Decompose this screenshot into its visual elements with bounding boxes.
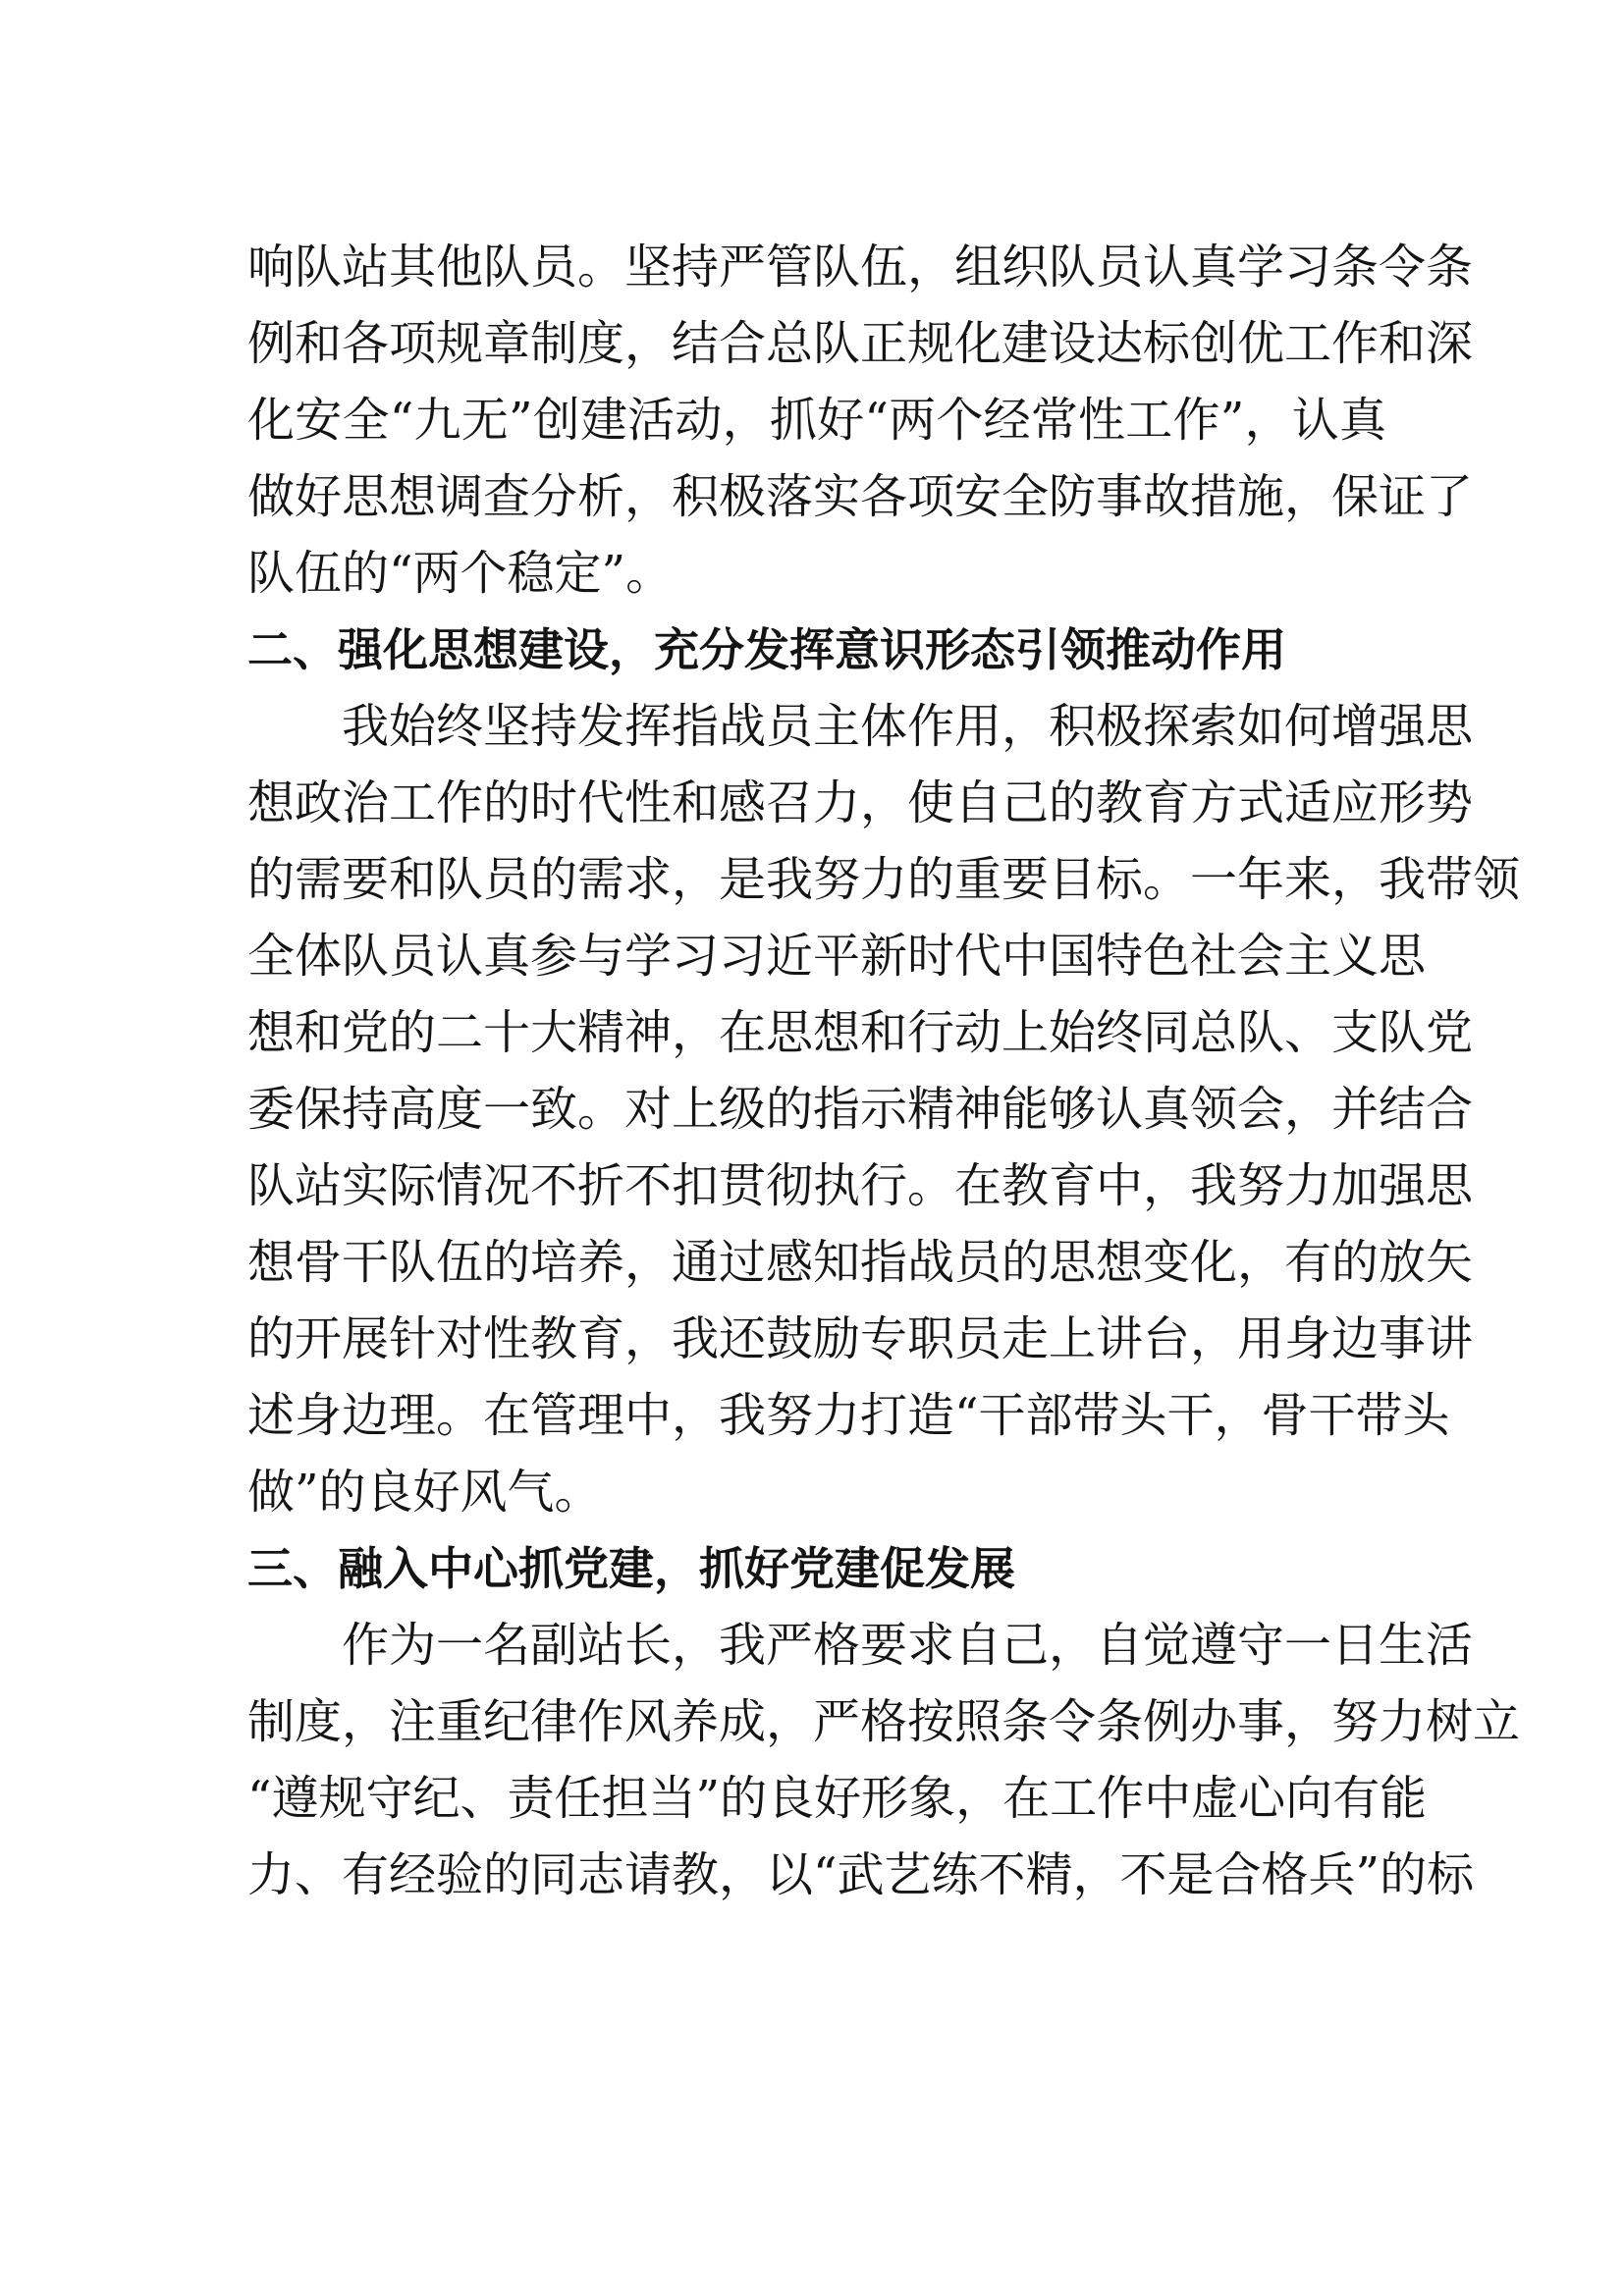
body-line: 做”的良好风气。	[247, 1465, 602, 1520]
body-line: 队伍的“两个稳定”。	[247, 546, 674, 601]
body-line: 制度，注重纪律作风养成，严格按照条令条例办事，努力树立	[247, 1694, 1521, 1749]
section-heading: 三、融入中心抓党建，抓好党建促发展	[247, 1542, 1015, 1595]
body-line: 力、有经验的同志请教，以“武艺练不精，不是合格兵”的标	[247, 1847, 1475, 1902]
body-line: “遵规守纪、责任担当”的良好形象，在工作中虚心向有能	[247, 1771, 1428, 1826]
body-line: 的开展针对性教育，我还鼓励专职员走上讲台，用身边事讲	[247, 1311, 1474, 1366]
body-line: 全体队员认真参与学习习近平新时代中国特色社会主义思	[247, 929, 1427, 984]
body-line: 我始终坚持发挥指战员主体作用，积极探索如何增强思	[342, 699, 1474, 754]
body-line: 想和党的二十大精神，在思想和行动上始终同总队、支队党	[247, 1005, 1474, 1060]
body-line: 委保持高度一致。对上级的指示精神能够认真领会，并结合	[247, 1082, 1474, 1137]
body-line: 想政治工作的时代性和感召力，使自己的教育方式适应形势	[247, 775, 1474, 830]
body-line: 想骨干队伍的培养，通过感知指战员的思想变化，有的放矢	[247, 1235, 1474, 1290]
body-line: 的需要和队员的需求，是我努力的重要目标。一年来，我带领	[247, 852, 1521, 907]
body-line: 例和各项规章制度，结合总队正规化建设达标创优工作和深	[247, 316, 1474, 371]
body-line: 响队站其他队员。坚持严管队伍，组织队员认真学习条令条	[247, 240, 1474, 294]
body-line: 化安全“九无”创建活动，抓好“两个经常性工作”，认真	[247, 393, 1386, 448]
body-line: 队站实际情况不折不扣贯彻执行。在教育中，我努力加强思	[247, 1158, 1474, 1213]
section-heading: 二、强化思想建设，充分发挥意识形态引领推动作用	[247, 623, 1286, 676]
body-line: 作为一名副站长，我严格要求自己，自觉遵守一日生活	[342, 1618, 1474, 1673]
body-line: 做好思想调查分析，积极落实各项安全防事故措施，保证了	[247, 469, 1474, 524]
body-line: 述身边理。在管理中，我努力打造“干部带头干，骨干带头	[247, 1388, 1450, 1443]
